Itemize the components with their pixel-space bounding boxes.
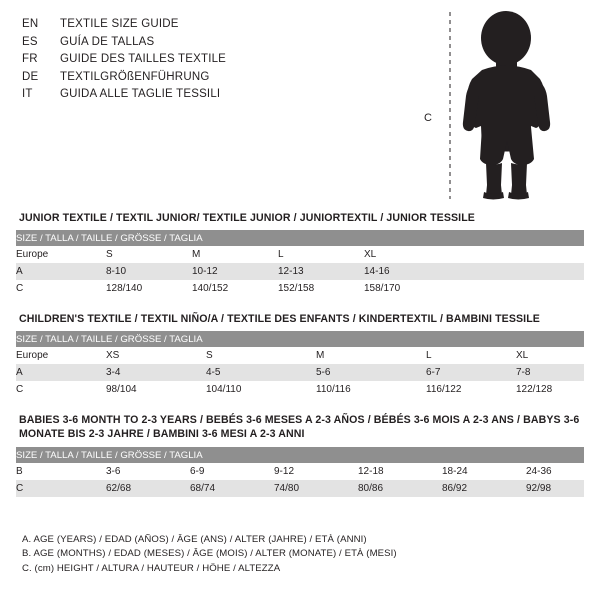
cell: 98/104 (106, 381, 206, 398)
cell: 62/68 (106, 480, 190, 497)
language-text: GUIDA ALLE TAGLIE TESSILI (60, 88, 221, 100)
cell: L (426, 347, 516, 364)
table-row (16, 246, 584, 263)
language-row-es (22, 34, 442, 52)
cell: 12-13 (278, 263, 364, 280)
table-header-row (16, 331, 584, 347)
footnote-c: C. (cm) HEIGHT / ALTURA / HAUTEUR / HÖHE / ALTEZZA (22, 562, 281, 574)
footnote-a: A. AGE (YEARS) / EDAD (AÑOS) / ÂGE (ANS) / ALTER (JAHRE) / ETÀ (ANNI) (22, 533, 367, 545)
language-row-it (22, 86, 442, 104)
language-code: ES (22, 35, 38, 48)
language-row-fr (22, 51, 442, 69)
cell: S (206, 347, 316, 364)
row-label: Europe (16, 246, 106, 263)
size-header-label: SIZE / TALLA / TAILLE / GRÖSSE / TAGLIA (16, 230, 584, 246)
cell: 24-36 (526, 463, 584, 480)
language-row-en (22, 16, 442, 34)
table-header-row (16, 230, 584, 246)
cell: 18-24 (442, 463, 526, 480)
language-code: DE (22, 70, 39, 83)
cell: 92/98 (526, 480, 584, 497)
cell: 128/140 (106, 280, 192, 297)
cell: 122/128 (516, 381, 584, 398)
cell: 152/158 (278, 280, 364, 297)
language-code: IT (22, 88, 33, 100)
footnotes (22, 533, 562, 577)
cell: 7-8 (516, 364, 584, 381)
cell: M (316, 347, 426, 364)
cell: XL (364, 246, 450, 263)
table-row (16, 280, 584, 297)
language-list (22, 16, 442, 104)
row-label: A (16, 364, 106, 381)
table-row (16, 347, 584, 364)
cell: 3-6 (106, 463, 190, 480)
cell: 116/122 (426, 381, 516, 398)
section-title: BABIES 3-6 MONTH TO 2-3 YEARS / BEBÉS 3-6 MESES A 2-3 AÑOS / BÉBÉS 3-6 MOIS A 2-3 ANS / BABYS 3-6 MONATE BIS 2-3 JAHRE / BAMBINI 3-6 MESI A 2-3 ANNI (19, 414, 580, 440)
row-label: A (16, 263, 106, 280)
children-size-table (16, 331, 584, 398)
cell: 110/116 (316, 381, 426, 398)
section-junior-textile (16, 212, 584, 297)
size-header-label: SIZE / TALLA / TAILLE / GRÖSSE / TAGLIA (16, 331, 584, 347)
row-label: C (16, 480, 106, 497)
cell: 80/86 (358, 480, 442, 497)
size-header-label: SIZE / TALLA / TAILLE / GRÖSSE / TAGLIA (16, 447, 584, 463)
cell: 74/80 (274, 480, 358, 497)
row-label: C (16, 381, 106, 398)
cell: 3-4 (106, 364, 206, 381)
cell-empty (450, 246, 584, 263)
cell: 14-16 (364, 263, 450, 280)
cell: 12-18 (358, 463, 442, 480)
cell-empty (450, 263, 584, 280)
language-code: EN (22, 18, 39, 30)
table-header-row (16, 447, 584, 463)
cell: 6-9 (190, 463, 274, 480)
language-text: TEXTILE SIZE GUIDE (60, 18, 179, 30)
row-label: B (16, 463, 106, 480)
row-label: C (16, 280, 106, 297)
table-row (16, 263, 584, 280)
section-title: CHILDREN'S TEXTILE / TEXTIL NIÑO/A / TEXTILE DES ENFANTS / KINDERTEXTIL / BAMBINI TESSILE (19, 313, 540, 325)
cell: 9-12 (274, 463, 358, 480)
cell-empty (450, 280, 584, 297)
table-row (16, 364, 584, 381)
cell: 158/170 (364, 280, 450, 297)
section-babies-textile (16, 414, 584, 497)
babies-size-table (16, 447, 584, 497)
cell: XS (106, 347, 206, 364)
cell: 10-12 (192, 263, 278, 280)
table-row (16, 463, 584, 480)
height-label: C (424, 112, 432, 124)
cell: 6-7 (426, 364, 516, 381)
cell: XL (516, 347, 584, 364)
table-row (16, 381, 584, 398)
language-text: GUIDE DES TAILLES TEXTILE (60, 53, 227, 65)
cell: S (106, 246, 192, 263)
cell: 4-5 (206, 364, 316, 381)
cell: 8-10 (106, 263, 192, 280)
junior-size-table (16, 230, 584, 297)
language-text: GUÍA DE TALLAS (60, 35, 155, 48)
language-row-de (22, 69, 442, 87)
section-childrens-textile (16, 313, 584, 398)
language-code: FR (22, 53, 38, 65)
cell: 86/92 (442, 480, 526, 497)
table-row (16, 480, 584, 497)
language-text: TEXTILGRÖßENFÜHRUNG (60, 70, 210, 83)
measurement-figure (424, 8, 582, 203)
section-title: JUNIOR TEXTILE / TEXTIL JUNIOR/ TEXTILE JUNIOR / JUNIORTEXTIL / JUNIOR TESSILE (19, 212, 475, 224)
cell: 104/110 (206, 381, 316, 398)
child-silhouette-icon (432, 8, 582, 203)
cell: 68/74 (190, 480, 274, 497)
footnote-b: B. AGE (MONTHS) / EDAD (MESES) / ÂGE (MOIS) / ALTER (MONATE) / ETÀ (MESI) (22, 548, 397, 559)
cell: 5-6 (316, 364, 426, 381)
cell: L (278, 246, 364, 263)
row-label: Europe (16, 347, 106, 364)
cell: M (192, 246, 278, 263)
cell: 140/152 (192, 280, 278, 297)
